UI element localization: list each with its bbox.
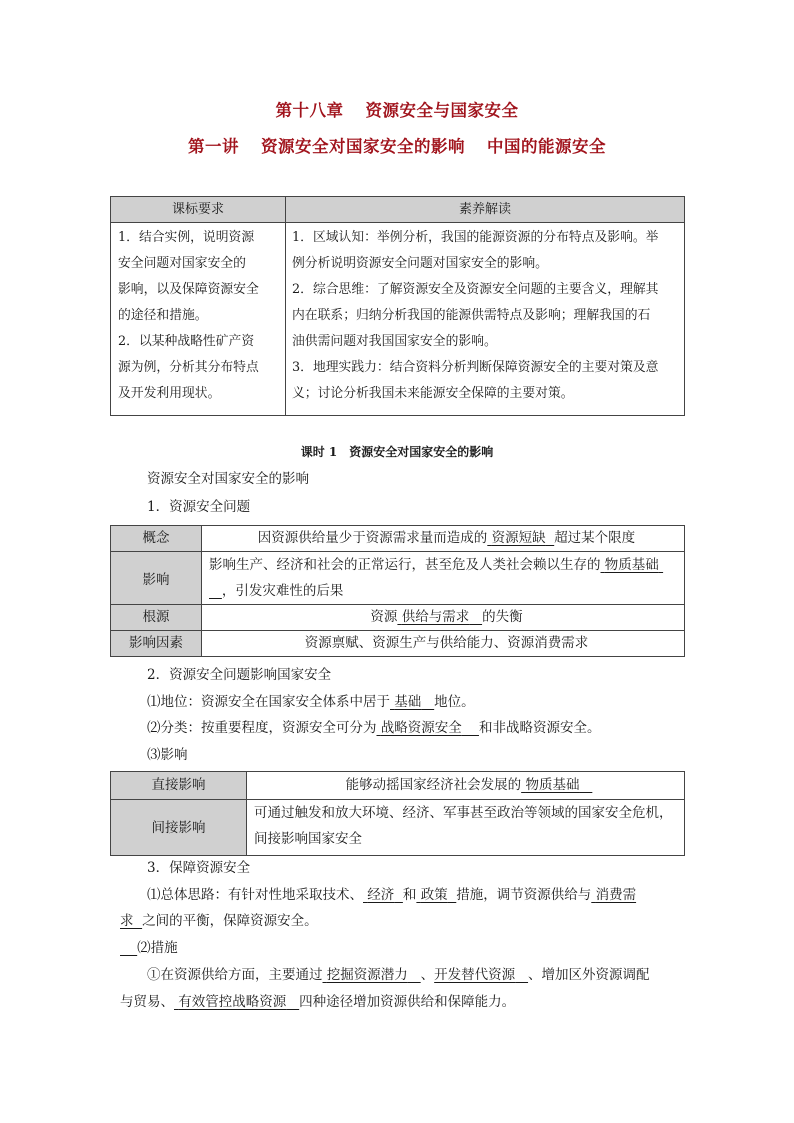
- direct-label: 直接影响: [111, 772, 247, 800]
- approach-line-2: 求 之间的平衡，保障资源安全。: [120, 913, 318, 929]
- impact-value: [202, 552, 685, 605]
- chapter-title: [0, 97, 794, 121]
- classification-line: ⑵分类：按重要程度，资源安全可分为 战略资源安全 和非战略资源安全。: [147, 720, 601, 736]
- literacy-line: 1．区域认知：举例分析，我国的能源资源的分布特点及影响。举: [292, 230, 659, 245]
- answer-blank: 供给与需求: [401, 609, 470, 625]
- answer-blank-lead: [120, 940, 137, 956]
- root-label: 根源: [111, 605, 202, 631]
- answer-blank: 战略资源安全: [380, 720, 462, 736]
- concept-label: 概念: [111, 526, 202, 552]
- standards-line: 及开发利用现状。: [118, 386, 221, 401]
- chapter-name: 资源安全与国家安全: [365, 101, 519, 120]
- answer-blank: 经济: [367, 887, 395, 903]
- factors-label: 影响因素: [111, 631, 202, 657]
- literacy-line: 例分析说明资源安全问题对国家安全的影响。: [292, 256, 548, 271]
- direct-value: 能够动摇国家经济社会发展的 物质基础: [247, 772, 685, 800]
- answer-blank: 物质基础: [604, 557, 659, 573]
- lesson-title: 课时 1 资源安全对国家安全的影响: [300, 445, 494, 459]
- resource-problem-table: [110, 525, 685, 657]
- concept-value: [202, 526, 685, 552]
- literacy-line: 2．综合思维：了解资源安全及资源安全问题的主要含义，理解其: [292, 282, 659, 297]
- impact-text: 影响生产、经济和社会的正常运行，甚至危及人类社会赖以生存的: [209, 557, 601, 573]
- lecture-number: 第一讲: [188, 137, 239, 156]
- requirements-table: [110, 196, 685, 416]
- indirect-label: 间接影响: [111, 800, 247, 856]
- literacy-line: 3．地理实践力：结合资料分析判断保障资源安全的主要对策及意: [292, 360, 659, 375]
- concept-text-end: 超过某个限度: [554, 530, 636, 546]
- section-heading: 资源安全对国家安全的影响: [147, 471, 309, 487]
- root-text: 资源: [370, 609, 398, 625]
- approach-line-1: ⑴总体思路：有针对性地采取技术、 经济 和 政策 措施，调节资源供给与 消费需: [147, 887, 637, 903]
- impact-text-end: ，引发灾难性的后果: [221, 583, 344, 599]
- standards-line: 的途径和措施。: [118, 308, 208, 323]
- concept-text: 因资源供给量少于资源需求量而造成的: [257, 530, 488, 546]
- answer-blank: 有效管控战略资源: [178, 994, 287, 1010]
- answer-blank: 资源短缺: [491, 530, 546, 546]
- root-value: [202, 605, 685, 631]
- lecture-name: 资源安全对国家安全的影响: [261, 137, 465, 156]
- position-line: ⑴地位：资源安全在国家安全体系中居于 基础 地位。: [147, 694, 475, 710]
- standards-line: 源为例，分析其分布特点: [118, 360, 259, 375]
- lecture-title: [0, 133, 794, 157]
- answer-blank-tail: [209, 583, 222, 599]
- answer-blank: 消费需: [595, 887, 637, 903]
- standards-line: 影响，以及保障资源安全: [118, 282, 259, 297]
- section-1-title: 1．资源安全问题: [147, 499, 251, 515]
- chapter-number: 第十八章: [275, 101, 344, 120]
- answer-blank: 物质基础: [525, 777, 580, 793]
- lecture-subtitle: 中国的能源安全: [487, 137, 606, 156]
- impact-label: 影响: [111, 552, 202, 605]
- supply-line-1: ①在资源供给方面，主要通过 挖掘资源潜力 、开发替代资源 、增加区外资源调配: [147, 967, 650, 983]
- section-3-title: 3．保障资源安全: [147, 860, 251, 876]
- header-standards: 课标要求: [111, 197, 286, 223]
- root-text-end: 的失衡: [482, 609, 523, 625]
- factors-value: 资源禀赋、资源生产与供给能力、资源消费需求: [202, 631, 685, 657]
- answer-blank: 基础: [394, 694, 422, 710]
- literacy-cell: [286, 223, 685, 416]
- header-literacy: 素养解读: [286, 197, 685, 223]
- literacy-line: 油供需问题对我国国家安全的影响。: [292, 334, 497, 349]
- standards-line: 1．结合实例，说明资源: [118, 230, 255, 245]
- measures-heading: ⑵措施: [120, 938, 178, 958]
- answer-blank: 挖掘资源潜力: [326, 967, 408, 983]
- standards-line: 安全问题对国家安全的: [118, 256, 246, 271]
- standards-line: 2．以某种战略性矿产资: [118, 334, 255, 349]
- literacy-line: 内在联系；归纳分析我国的能源供需特点及影响；理解我国的石: [292, 308, 651, 323]
- answer-blank: 开发替代资源: [434, 967, 516, 983]
- effects-heading: ⑶影响: [147, 747, 188, 763]
- section-2-title: 2．资源安全问题影响国家安全: [147, 667, 332, 683]
- answer-blank: 政策: [420, 887, 448, 903]
- standards-cell: [111, 223, 286, 416]
- literacy-line: 义；讨论分析我国未来能源安全保障的主要对策。: [292, 386, 574, 401]
- supply-line-2: 与贸易、 有效管控战略资源 四种途径增加资源供给和保障能力。: [120, 994, 516, 1010]
- answer-blank: 求: [120, 913, 134, 929]
- indirect-value: 可通过触发和放大环境、经济、军事甚至政治等领域的国家安全危机， 间接影响国家安全: [247, 800, 685, 856]
- effects-table: [110, 771, 685, 856]
